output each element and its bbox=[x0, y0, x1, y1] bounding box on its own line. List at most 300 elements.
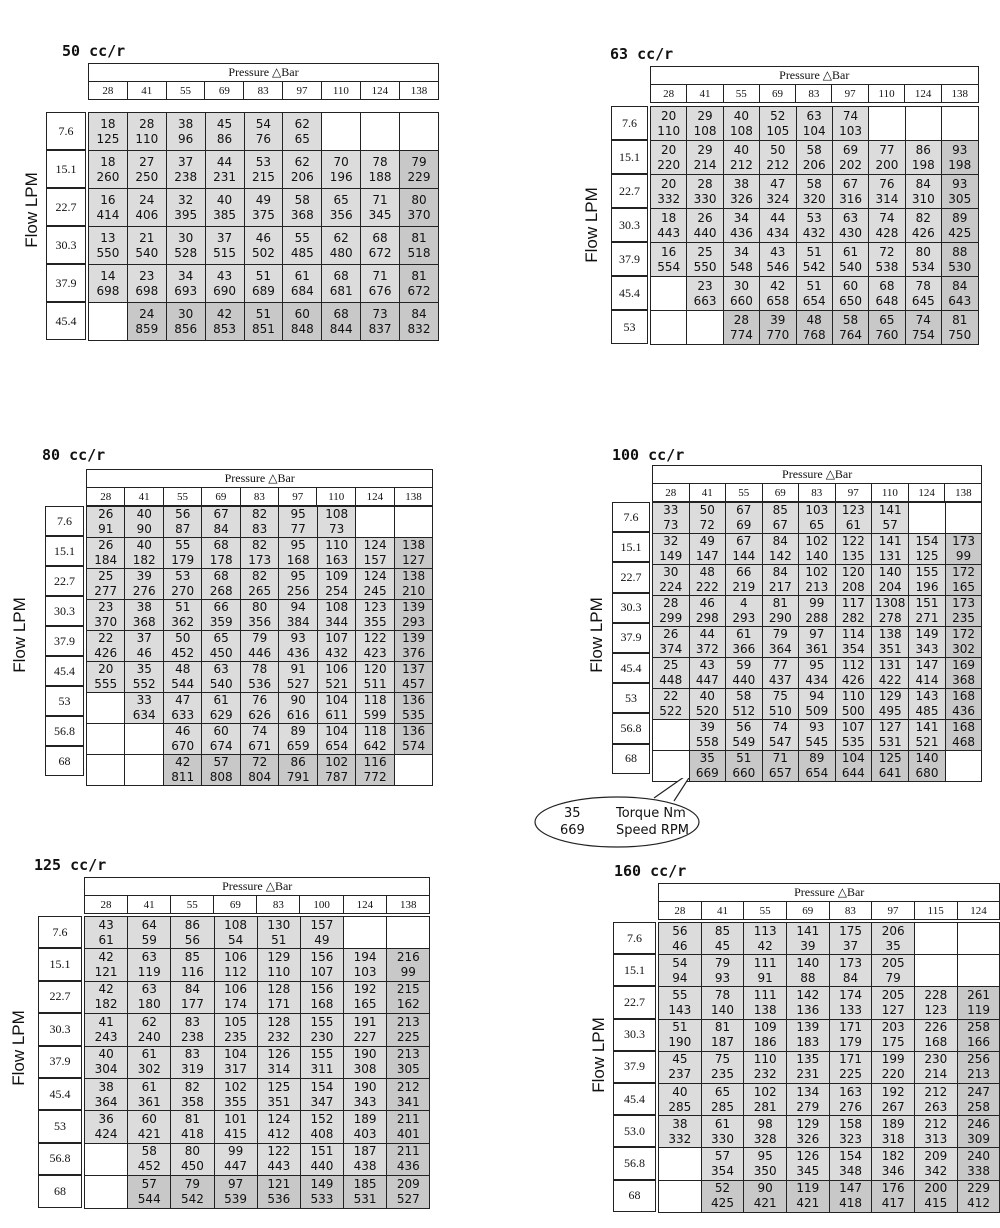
torque-value: 67 bbox=[736, 534, 752, 548]
grid-cell bbox=[701, 955, 744, 987]
speed-value: 672 bbox=[407, 283, 431, 298]
speed-value: 65 bbox=[809, 518, 825, 532]
grid-cell bbox=[127, 189, 166, 227]
grid-cell bbox=[726, 658, 763, 689]
table-row bbox=[659, 987, 1000, 1019]
torque-value: 73 bbox=[372, 306, 388, 321]
grid-cell bbox=[279, 569, 317, 600]
grid-cell bbox=[356, 600, 394, 631]
grid-cell bbox=[872, 1116, 915, 1148]
grid-cell bbox=[762, 627, 799, 658]
grid-cell bbox=[760, 107, 796, 141]
speed-value: 546 bbox=[766, 259, 790, 274]
flow-value: 53 bbox=[45, 686, 84, 716]
grid-cell bbox=[240, 600, 278, 631]
speed-value: 540 bbox=[209, 677, 233, 691]
grid-cell bbox=[356, 507, 394, 538]
torque-value: 20 bbox=[661, 142, 677, 157]
speed-value: 548 bbox=[729, 259, 753, 274]
grid-cell bbox=[85, 981, 128, 1013]
speed-value: 535 bbox=[841, 735, 865, 749]
pressure-value: 69 bbox=[759, 85, 795, 103]
torque-value: 79 bbox=[252, 631, 268, 645]
torque-value: 141 bbox=[878, 503, 902, 517]
torque-value: 63 bbox=[842, 210, 859, 225]
torque-value: 61 bbox=[842, 244, 859, 259]
speed-value: 206 bbox=[290, 169, 314, 184]
speed-value: 168 bbox=[286, 553, 310, 567]
grid-cell bbox=[762, 565, 799, 596]
speed-value: 545 bbox=[805, 735, 829, 749]
torque-value: 155 bbox=[310, 1047, 334, 1062]
speed-value: 200 bbox=[875, 157, 899, 172]
grid-cell bbox=[361, 303, 400, 341]
torque-value: 32 bbox=[178, 192, 194, 207]
torque-value: 103 bbox=[805, 503, 829, 517]
grid-cell bbox=[125, 631, 163, 662]
grid-cell bbox=[701, 1180, 744, 1212]
torque-value: 154 bbox=[839, 1148, 862, 1163]
flow-value: 30.3 bbox=[611, 208, 648, 242]
speed-value: 173 bbox=[248, 553, 272, 567]
grid-cell bbox=[659, 923, 702, 955]
speed-value: 49 bbox=[314, 932, 330, 947]
grid-cell bbox=[869, 141, 905, 175]
flow-value: 68 bbox=[38, 1175, 82, 1207]
speed-value: 421 bbox=[137, 1127, 161, 1142]
torque-value: 20 bbox=[661, 176, 677, 191]
speed-value: 304 bbox=[94, 1062, 118, 1077]
torque-value: 97 bbox=[809, 627, 825, 641]
torque-value: 1308 bbox=[874, 596, 906, 610]
grid-cell bbox=[202, 662, 240, 693]
grid-cell bbox=[166, 189, 205, 227]
speed-value: 354 bbox=[841, 642, 865, 656]
table-row bbox=[85, 1078, 430, 1110]
speed-value: 258 bbox=[967, 1099, 990, 1114]
torque-value: 34 bbox=[733, 244, 750, 259]
speed-value: 468 bbox=[952, 735, 975, 749]
grid-cell bbox=[166, 151, 205, 189]
grid-cell bbox=[166, 113, 205, 151]
torque-value: 61 bbox=[714, 1116, 731, 1131]
grid-cell bbox=[387, 1014, 430, 1046]
torque-value: 127 bbox=[878, 720, 902, 734]
torque-value: 86 bbox=[184, 917, 201, 932]
speed-value: 446 bbox=[248, 646, 272, 660]
speed-value: 425 bbox=[948, 225, 972, 240]
torque-value: 168 bbox=[952, 720, 975, 734]
pressure-value: 28 bbox=[659, 902, 702, 920]
speed-value: 243 bbox=[94, 1029, 118, 1044]
torque-value: 4 bbox=[739, 596, 748, 610]
speed-value: 35 bbox=[885, 938, 901, 953]
grid-cell bbox=[89, 227, 128, 265]
torque-value: 205 bbox=[881, 987, 905, 1002]
torque-value: 185 bbox=[353, 1176, 377, 1191]
speed-value: 417 bbox=[881, 1196, 905, 1211]
chart-title: 50 cc/r bbox=[62, 42, 126, 60]
speed-value: 574 bbox=[402, 739, 426, 753]
pressure-value: 28 bbox=[653, 484, 690, 502]
grid-cell bbox=[799, 534, 836, 565]
legend-speed-value: 669 bbox=[560, 823, 585, 838]
speed-value: 183 bbox=[796, 1035, 820, 1050]
speed-value: 423 bbox=[363, 646, 387, 660]
grid-cell bbox=[400, 151, 439, 189]
grid-cell bbox=[915, 1019, 958, 1051]
speed-value: 61 bbox=[845, 518, 861, 532]
grid-cell bbox=[394, 569, 433, 600]
pressure-value: 28 bbox=[87, 488, 125, 506]
speed-value: 361 bbox=[805, 642, 829, 656]
grid-cell bbox=[300, 1078, 343, 1110]
grid-cell bbox=[257, 1078, 300, 1110]
speed-value: 127 bbox=[402, 553, 426, 567]
grid-cell bbox=[659, 1116, 702, 1148]
grid-cell bbox=[689, 627, 726, 658]
torque-value: 38 bbox=[672, 1116, 688, 1131]
torque-value: 212 bbox=[924, 1116, 948, 1131]
speed-value: 791 bbox=[286, 770, 310, 784]
pressure-value: 97 bbox=[835, 484, 872, 502]
torque-value: 20 bbox=[98, 662, 114, 676]
grid-cell bbox=[723, 141, 759, 175]
grid-cell bbox=[125, 693, 163, 724]
torque-value: 187 bbox=[353, 1144, 377, 1159]
torque-value: 118 bbox=[363, 724, 387, 738]
speed-value: 313 bbox=[924, 1131, 948, 1146]
grid-cell bbox=[689, 689, 726, 720]
speed-value: 260 bbox=[96, 169, 120, 184]
grid-cell bbox=[945, 503, 982, 534]
grid-cell bbox=[915, 923, 958, 955]
torque-value: 89 bbox=[290, 724, 306, 738]
torque-value: 55 bbox=[175, 538, 191, 552]
flow-value: 30.3 bbox=[612, 593, 650, 623]
pressure-label: Pressure △Bar bbox=[651, 67, 979, 85]
torque-value: 16 bbox=[661, 244, 677, 259]
torque-value: 22 bbox=[98, 631, 114, 645]
torque-value: 128 bbox=[267, 1014, 291, 1029]
grid-cell bbox=[387, 1111, 430, 1143]
flow-value: 22.7 bbox=[611, 174, 648, 208]
speed-value: 305 bbox=[396, 1062, 420, 1077]
pressure-value: 41 bbox=[689, 484, 726, 502]
speed-value: 293 bbox=[402, 615, 426, 629]
speed-value: 88 bbox=[800, 970, 816, 985]
grid-cell bbox=[300, 949, 343, 981]
grid-cell bbox=[701, 1019, 744, 1051]
speed-value: 256 bbox=[286, 584, 310, 598]
speed-value: 46 bbox=[136, 646, 152, 660]
torque-value: 22 bbox=[663, 689, 679, 703]
speed-value: 308 bbox=[353, 1062, 377, 1077]
performance-grid bbox=[658, 922, 1000, 1213]
table-row bbox=[659, 1019, 1000, 1051]
grid-cell bbox=[163, 631, 201, 662]
torque-value: 190 bbox=[353, 1079, 377, 1094]
speed-value: 358 bbox=[180, 1094, 204, 1109]
speed-value: 544 bbox=[171, 677, 195, 691]
torque-value: 84 bbox=[952, 278, 968, 293]
torque-value: 111 bbox=[753, 955, 777, 970]
grid-cell bbox=[356, 724, 394, 755]
flow-value: 56.8 bbox=[45, 716, 84, 746]
grid-cell bbox=[726, 689, 763, 720]
pressure-value: 41 bbox=[687, 85, 723, 103]
speed-value: 403 bbox=[353, 1127, 377, 1142]
grid-cell bbox=[945, 751, 982, 782]
torque-value: 113 bbox=[753, 923, 777, 938]
grid-cell bbox=[726, 720, 763, 751]
speed-value: 693 bbox=[174, 283, 198, 298]
grid-cell bbox=[957, 1116, 1000, 1148]
torque-value: 63 bbox=[141, 950, 157, 965]
torque-value: 212 bbox=[924, 1084, 948, 1099]
torque-value: 139 bbox=[796, 1020, 820, 1035]
torque-value: 68 bbox=[333, 268, 349, 283]
table-row bbox=[651, 243, 979, 277]
speed-value: 112 bbox=[224, 965, 248, 980]
pressure-value: 124 bbox=[905, 85, 942, 103]
torque-value: 142 bbox=[796, 987, 820, 1002]
grid-cell bbox=[945, 596, 982, 627]
speed-value: 654 bbox=[802, 293, 826, 308]
grid-cell bbox=[829, 955, 872, 987]
pressure-value: 69 bbox=[205, 82, 244, 100]
speed-value: 436 bbox=[952, 704, 975, 718]
torque-value: 40 bbox=[136, 507, 152, 521]
grid-cell bbox=[300, 1046, 343, 1078]
torque-value: 43 bbox=[98, 917, 114, 932]
grid-cell bbox=[322, 189, 361, 227]
grid-cell bbox=[915, 1083, 958, 1115]
grid-cell bbox=[361, 151, 400, 189]
grid-cell bbox=[787, 1051, 830, 1083]
grid-cell bbox=[701, 1083, 744, 1115]
grid-cell bbox=[128, 1078, 171, 1110]
speed-value: 343 bbox=[353, 1094, 377, 1109]
speed-value: 374 bbox=[659, 642, 683, 656]
torque-value: 102 bbox=[753, 1084, 777, 1099]
grid-cell bbox=[300, 917, 343, 949]
grid-cell bbox=[744, 987, 787, 1019]
torque-value: 38 bbox=[733, 176, 750, 191]
torque-value: 173 bbox=[839, 955, 862, 970]
speed-value: 51 bbox=[271, 932, 287, 947]
grid-cell bbox=[829, 923, 872, 955]
torque-value: 37 bbox=[178, 154, 194, 169]
speed-value: 375 bbox=[251, 207, 275, 222]
speed-value: 689 bbox=[251, 283, 275, 298]
grid-cell bbox=[799, 689, 836, 720]
speed-value: 540 bbox=[135, 245, 159, 260]
torque-value: 58 bbox=[806, 142, 822, 157]
torque-value: 84 bbox=[411, 306, 427, 321]
torque-value: 63 bbox=[806, 108, 822, 123]
grid-cell bbox=[356, 569, 394, 600]
torque-value: 65 bbox=[714, 1084, 731, 1099]
grid-cell bbox=[905, 175, 941, 209]
torque-value: 45 bbox=[216, 116, 233, 131]
torque-value: 79 bbox=[772, 627, 788, 641]
speed-value: 319 bbox=[180, 1062, 204, 1077]
torque-value: 71 bbox=[372, 192, 388, 207]
speed-value: 184 bbox=[94, 553, 118, 567]
speed-value: 355 bbox=[224, 1094, 248, 1109]
torque-value: 151 bbox=[310, 1144, 334, 1159]
speed-value: 271 bbox=[915, 611, 939, 625]
grid-cell bbox=[279, 631, 317, 662]
torque-value: 82 bbox=[915, 210, 931, 225]
torque-value: 121 bbox=[267, 1176, 291, 1191]
torque-value: 95 bbox=[290, 507, 306, 521]
speed-value: 213 bbox=[967, 1067, 990, 1082]
speed-value: 187 bbox=[711, 1035, 734, 1050]
grid-cell bbox=[909, 720, 946, 751]
grid-cell bbox=[872, 596, 909, 627]
speed-value: 558 bbox=[695, 735, 719, 749]
speed-value: 660 bbox=[729, 293, 753, 308]
flow-value: 37.9 bbox=[46, 264, 86, 302]
performance-grid bbox=[652, 502, 982, 782]
torque-value: 56 bbox=[672, 923, 688, 938]
torque-value: 102 bbox=[325, 755, 349, 769]
speed-value: 108 bbox=[693, 123, 717, 138]
speed-value: 434 bbox=[805, 673, 829, 687]
torque-value: 138 bbox=[878, 627, 902, 641]
grid-cell bbox=[869, 243, 905, 277]
speed-value: 198 bbox=[911, 157, 935, 172]
table-row bbox=[659, 923, 1000, 955]
torque-value: 105 bbox=[224, 1014, 248, 1029]
grid-cell bbox=[744, 1083, 787, 1115]
table-row bbox=[87, 662, 433, 693]
speed-value: 182 bbox=[94, 997, 118, 1012]
torque-value: 27 bbox=[139, 154, 155, 169]
grid-cell bbox=[300, 1176, 343, 1208]
speed-value: 72 bbox=[699, 518, 715, 532]
grid-cell bbox=[279, 693, 317, 724]
speed-value: 370 bbox=[407, 207, 431, 222]
grid-cell bbox=[394, 600, 433, 631]
torque-value: 110 bbox=[753, 1052, 777, 1067]
grid-cell bbox=[909, 534, 946, 565]
flow-value: 68 bbox=[45, 746, 84, 776]
flow-value: 7.6 bbox=[38, 916, 82, 948]
torque-value: 126 bbox=[267, 1047, 291, 1062]
torque-value: 118 bbox=[363, 693, 387, 707]
speed-value: 276 bbox=[839, 1099, 862, 1114]
grid-cell bbox=[163, 569, 201, 600]
speed-value: 87 bbox=[175, 522, 191, 536]
grid-cell bbox=[909, 565, 946, 596]
grid-cell bbox=[651, 209, 687, 243]
flow-value: 56.8 bbox=[38, 1143, 82, 1175]
torque-value: 60 bbox=[141, 1112, 157, 1127]
speed-value: 436 bbox=[396, 1159, 420, 1174]
torque-value: 47 bbox=[770, 176, 786, 191]
grid-cell bbox=[125, 755, 163, 786]
speed-value: 774 bbox=[729, 327, 753, 342]
chart-title: 125 cc/r bbox=[34, 856, 107, 874]
grid-cell bbox=[915, 987, 958, 1019]
speed-value: 131 bbox=[878, 549, 902, 563]
torque-value: 163 bbox=[839, 1084, 862, 1099]
torque-value: 62 bbox=[333, 230, 349, 245]
speed-value: 204 bbox=[878, 580, 902, 594]
speed-value: 549 bbox=[732, 735, 756, 749]
torque-value: 70 bbox=[333, 154, 349, 169]
torque-value: 18 bbox=[100, 154, 116, 169]
torque-value: 93 bbox=[290, 631, 306, 645]
grid-cell bbox=[762, 720, 799, 751]
torque-value: 93 bbox=[952, 176, 968, 191]
grid-cell bbox=[872, 658, 909, 689]
grid-cell bbox=[701, 1051, 744, 1083]
speed-value: 104 bbox=[802, 123, 826, 138]
grid-cell bbox=[942, 141, 979, 175]
speed-value: 224 bbox=[659, 580, 683, 594]
speed-value: 447 bbox=[224, 1159, 248, 1174]
grid-cell bbox=[166, 303, 205, 341]
torque-value: 139 bbox=[402, 631, 426, 645]
torque-value: 36 bbox=[98, 1112, 114, 1127]
flow-value: 37.9 bbox=[38, 1046, 82, 1078]
pressure-value: 124 bbox=[356, 488, 395, 506]
torque-value: 58 bbox=[141, 1144, 157, 1159]
grid-cell bbox=[945, 720, 982, 751]
grid-cell bbox=[89, 303, 128, 341]
torque-value: 42 bbox=[175, 755, 191, 769]
speed-value: 528 bbox=[174, 245, 198, 260]
torque-value: 18 bbox=[661, 210, 677, 225]
torque-value: 81 bbox=[714, 1020, 731, 1035]
table-row bbox=[85, 917, 430, 949]
legend-callout bbox=[534, 778, 704, 848]
speed-value: 105 bbox=[766, 123, 790, 138]
grid-cell bbox=[799, 658, 836, 689]
speed-value: 680 bbox=[915, 766, 939, 780]
torque-value: 68 bbox=[213, 538, 229, 552]
table-row bbox=[89, 151, 439, 189]
grid-cell bbox=[787, 1180, 830, 1212]
flow-axis-label: Flow LPM bbox=[588, 1017, 608, 1093]
speed-value: 421 bbox=[796, 1196, 820, 1211]
grid-cell bbox=[85, 1078, 128, 1110]
torque-value: 44 bbox=[770, 210, 786, 225]
torque-value: 104 bbox=[224, 1047, 248, 1062]
table-row bbox=[659, 1148, 1000, 1180]
torque-value: 114 bbox=[841, 627, 865, 641]
table-row bbox=[87, 569, 433, 600]
grid-cell bbox=[762, 534, 799, 565]
speed-value: 521 bbox=[915, 735, 939, 749]
pressure-value: 124 bbox=[360, 82, 399, 100]
torque-value: 35 bbox=[699, 751, 715, 765]
torque-value: 51 bbox=[806, 278, 822, 293]
grid-cell bbox=[240, 755, 278, 786]
torque-value: 85 bbox=[184, 950, 201, 965]
speed-value: 671 bbox=[248, 739, 272, 753]
grid-cell bbox=[829, 1180, 872, 1212]
torque-value: 64 bbox=[141, 917, 157, 932]
torque-value: 88 bbox=[952, 244, 968, 259]
torque-value: 25 bbox=[697, 244, 713, 259]
speed-value: 669 bbox=[695, 766, 719, 780]
grid-cell bbox=[945, 689, 982, 720]
